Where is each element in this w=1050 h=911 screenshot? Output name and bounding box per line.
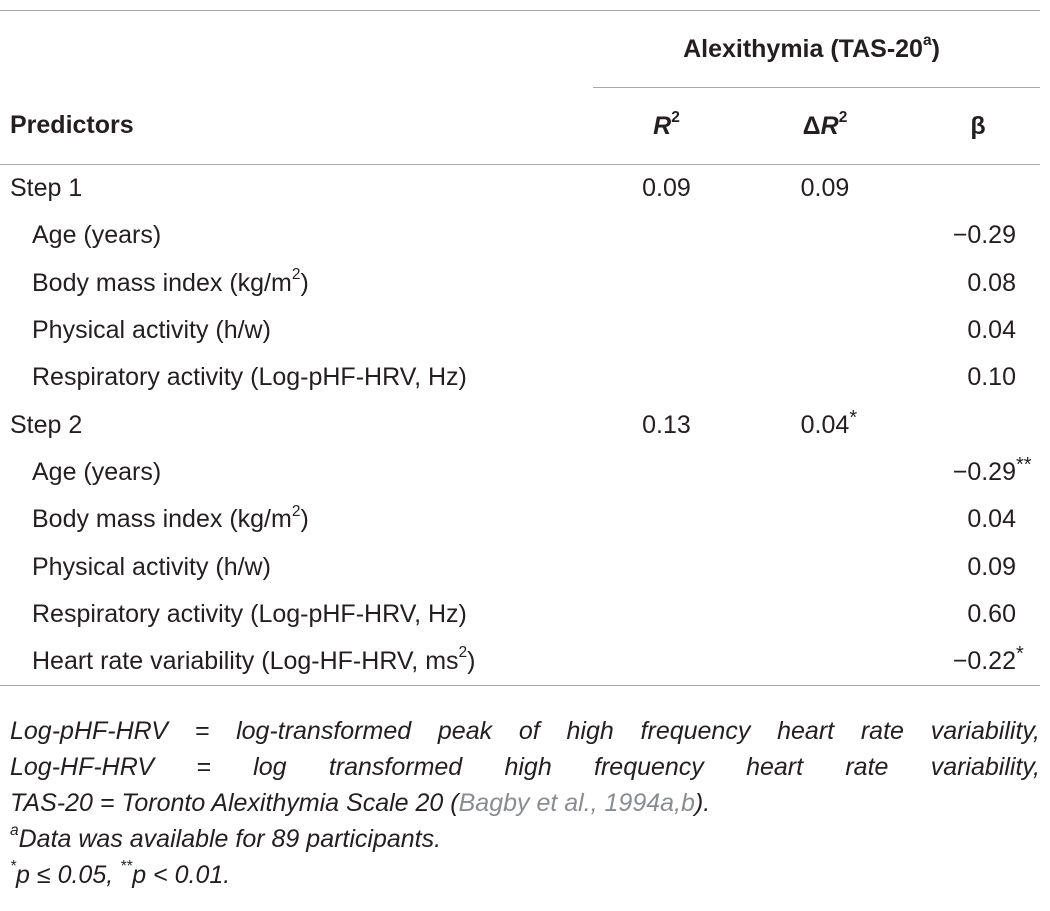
beta-cell xyxy=(910,401,1040,448)
predictor-cell: Heart rate variability (Log-HF-HRV, $ms^2$) xyxy=(0,638,593,686)
table-body xyxy=(0,165,1040,686)
delta-r2-cell xyxy=(740,638,910,686)
column-header-row xyxy=(0,88,1040,165)
r2-cell xyxy=(593,591,740,638)
table-row xyxy=(0,307,1040,354)
beta-cell: 0.04 xyxy=(967,505,1016,534)
col-header-predictors: Predictors xyxy=(0,88,593,165)
col-header-delta-r2: $\Delta R^2$ xyxy=(740,88,910,165)
delta-r2-cell xyxy=(740,212,910,259)
predictor-cell: Respiratory activity (Log-pHF-HRV, Hz) xyxy=(32,363,467,392)
footnote-line: TAS-20 = Toronto Alexithymia Scale 20 (Bagby et al., 1994a,b). xyxy=(10,789,711,817)
table-row xyxy=(0,638,1040,686)
beta-cell: −0.29 xyxy=(952,221,1016,250)
delta-r2-cell: 0.09 xyxy=(800,174,850,203)
table-row xyxy=(0,591,1040,638)
footnote-line: $^a$Data was available for 89 participants. xyxy=(10,822,442,853)
delta-r2-cell xyxy=(740,496,910,543)
delta-r2-cell xyxy=(740,354,910,401)
predictor-cell: Step 2 xyxy=(10,410,83,439)
group-title: Alexithymia (TAS-20$^a$) xyxy=(683,31,940,63)
beta-cell: 0.04 xyxy=(967,316,1016,345)
col-header-r2: $R^2$ xyxy=(593,88,740,165)
beta-cell: 0.10 xyxy=(967,363,1016,392)
r2-cell xyxy=(593,212,740,259)
beta-cell: −0.29 ** xyxy=(952,453,1032,486)
predictor-cell: Respiratory activity (Log-pHF-HRV, Hz) xyxy=(32,599,467,628)
predictor-cell: Physical activity (h/w) xyxy=(32,552,271,581)
regression-table xyxy=(0,10,1040,686)
step-row xyxy=(0,165,1040,213)
footnote-line: Log-pHF-HRV = log-transformed peak of high frequency heart rate variability, xyxy=(10,717,1040,745)
delta-r2-cell xyxy=(740,591,910,638)
delta-r2-cell xyxy=(740,307,910,354)
r2-cell xyxy=(593,260,740,307)
r2-cell xyxy=(593,543,740,590)
citation-link[interactable]: Bagby et al., 1994a,b xyxy=(458,789,695,817)
delta-r2-cell xyxy=(740,543,910,590)
footnote-line: *p ≤ 0.05, **p < 0.01. xyxy=(10,858,231,889)
predictor-cell: Age (years) xyxy=(32,457,162,486)
r2-cell xyxy=(593,449,740,496)
r2-cell xyxy=(593,638,740,686)
delta-r2-cell xyxy=(740,260,910,307)
group-header-row xyxy=(0,11,1040,88)
table-row xyxy=(0,449,1040,496)
beta-cell xyxy=(910,165,1040,213)
table-row xyxy=(0,260,1040,307)
beta-cell: 0.08 xyxy=(967,268,1016,297)
r2-cell: 0.09 xyxy=(642,174,691,203)
table-row xyxy=(0,354,1040,401)
predictor-cell: Age (years) xyxy=(32,221,162,250)
table-row xyxy=(0,496,1040,543)
col-header-beta: β xyxy=(910,88,1040,165)
beta-cell: 0.60 xyxy=(967,599,1016,628)
r2-cell xyxy=(593,307,740,354)
r2-cell xyxy=(593,496,740,543)
table-row xyxy=(0,543,1040,590)
predictor-cell: Physical activity (h/w) xyxy=(32,316,271,345)
r2-cell: 0.13 xyxy=(642,410,691,439)
delta-r2-cell xyxy=(740,449,910,496)
r2-cell xyxy=(593,354,740,401)
footnote-line: Log-HF-HRV = log transformed high frequency heart rate variability, xyxy=(10,753,1040,781)
table-row xyxy=(0,212,1040,259)
predictor-cell: Body mass index $(kg/m^2)$ xyxy=(32,502,309,534)
table-footnotes xyxy=(10,713,1040,893)
beta-cell: −0.22 * xyxy=(910,638,1040,686)
step-row xyxy=(0,401,1040,448)
predictor-cell: Step 1 xyxy=(10,174,83,203)
predictor-cell: Body mass index $(kg/m^2)$ xyxy=(32,266,309,297)
delta-r2-cell: 0.04 * xyxy=(800,406,858,439)
beta-cell: 0.09 xyxy=(967,552,1016,581)
